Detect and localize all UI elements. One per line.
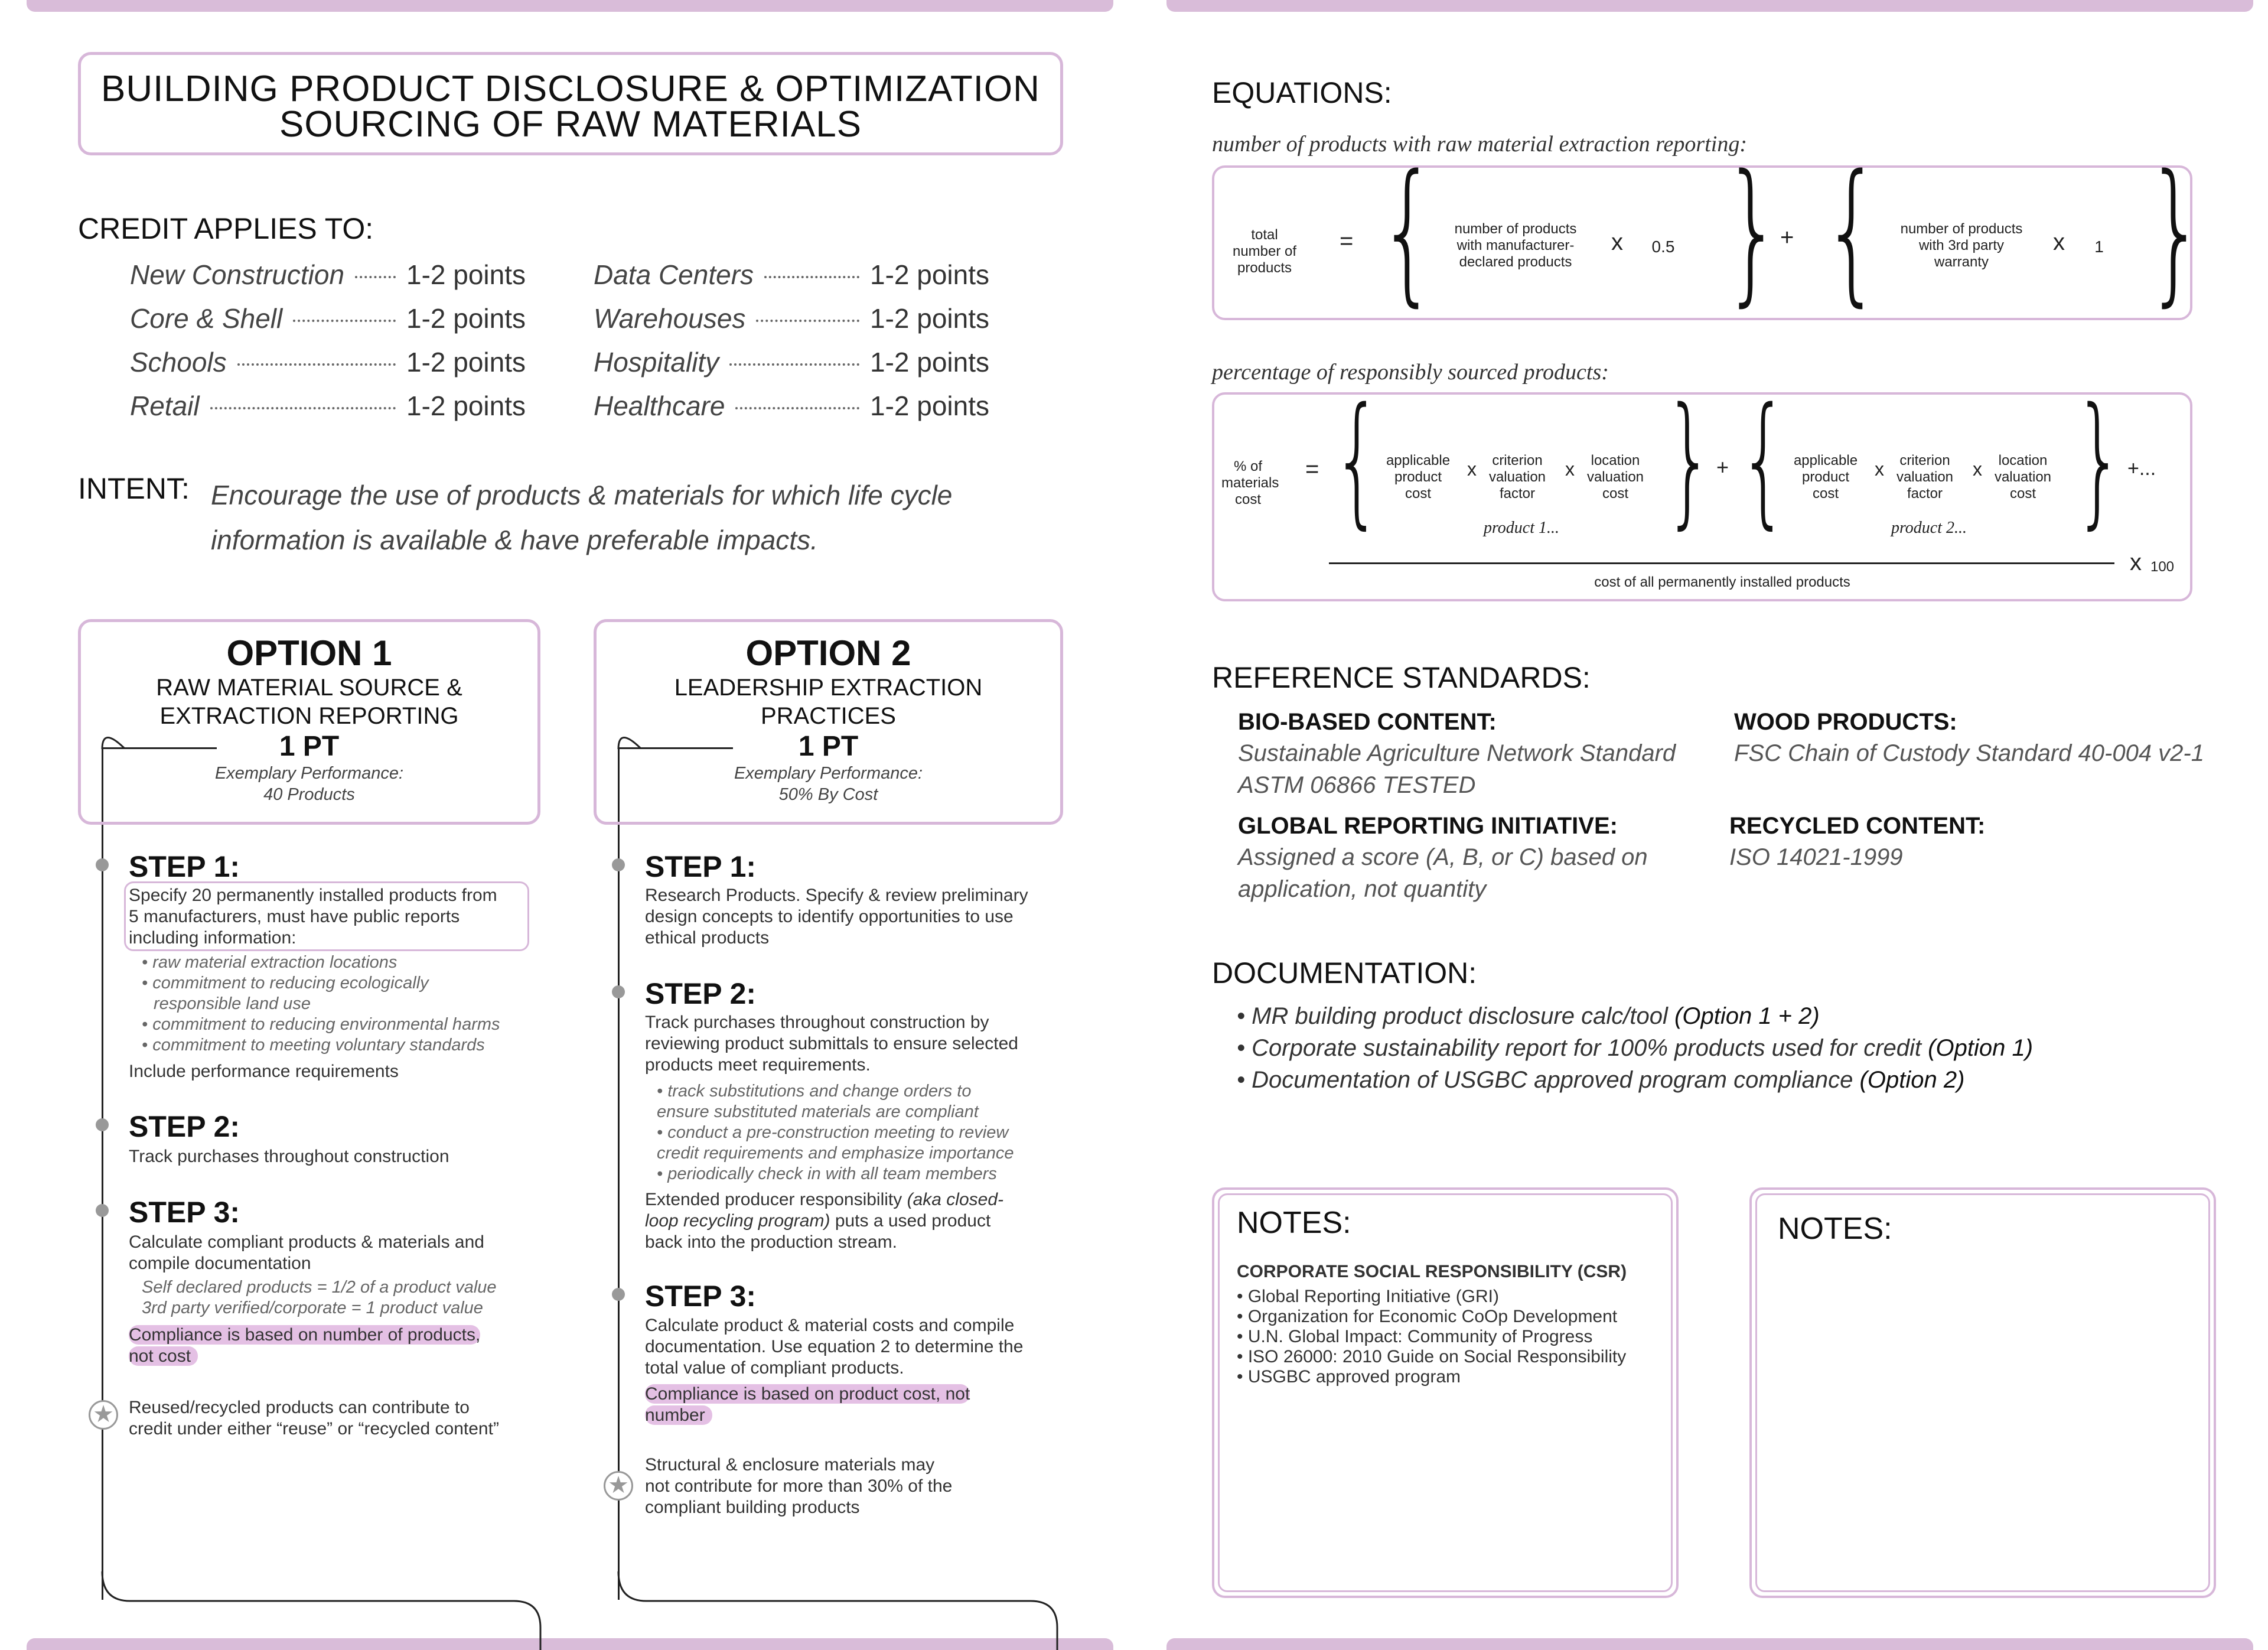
credit-row: Data Centers 1-2 points <box>594 259 989 290</box>
option1-step3-text: Calculate compliant products & materials and compile documentation <box>129 1232 484 1273</box>
wood-value: FSC Chain of Custody Standard 40-004 v2-1 <box>1734 740 2204 766</box>
brace-open: { <box>1739 377 1788 542</box>
brace-close: } <box>1723 142 1783 321</box>
credit-heading: CREDIT APPLIES TO: <box>78 212 374 245</box>
bio-value: Sustainable Agriculture Network Standard ASTM 06866 TESTED <box>1238 740 1676 798</box>
eq2-product1: product 1... <box>1483 519 1560 537</box>
notes2-heading: NOTES: <box>1778 1212 1892 1246</box>
eq2-c: location valuation cost <box>1994 453 2052 502</box>
page-title: BUILDING PRODUCT DISCLOSURE & OPTIMIZATION SOURCING OF RAW MATERIALS <box>101 69 1040 145</box>
option1-subtitle: RAW MATERIAL SOURCE & EXTRACTION REPORTING <box>156 675 462 729</box>
option2-exemplary: Exemplary Performance: 50% By Cost <box>734 764 923 804</box>
option2-step3-text: Calculate product & material costs and compile documentation. Use equation 2 to determine the total value of compliant products. <box>645 1316 1024 1378</box>
option1-box <box>78 619 540 825</box>
option2-step1-title: STEP 1: <box>645 850 757 883</box>
eq2-times100: 100 <box>2150 559 2175 575</box>
brace-close: } <box>1664 377 1714 542</box>
option2-note: Structural & enclosure materials may not contribute for more than 30% of the compliant building products <box>645 1455 953 1517</box>
option2-subtitle: LEADERSHIP EXTRACTION PRACTICES <box>674 675 983 729</box>
multiply-sign: x <box>1565 458 1575 480</box>
intent-text: Encourage the use of products & materials for which life cycle information is available & have preferable impacts. <box>211 480 953 555</box>
brace-open: { <box>1823 142 1882 321</box>
equation2-label: percentage of responsibly sourced products: <box>1212 360 1609 385</box>
recycled-heading: RECYCLED CONTENT: <box>1729 813 1986 839</box>
credit-row: Hospitality 1-2 points <box>594 347 989 377</box>
gri-value: Assigned a score (A, B, or C) based on application, not quantity <box>1238 844 1648 902</box>
option1-step1-after: Include performance requirements <box>129 1062 399 1081</box>
option2-step3-highlight: Compliance is based on product cost, not number <box>645 1384 970 1425</box>
equations-heading: EQUATIONS: <box>1212 76 1392 109</box>
plus-sign: + <box>1780 224 1794 250</box>
notes1-subheading: CORPORATE SOCIAL RESPONSIBILITY (CSR) <box>1237 1262 1627 1281</box>
timeline-connector <box>102 747 217 749</box>
eq2-denominator: cost of all permanently installed products <box>1594 574 1850 590</box>
option1-step1-title: STEP 1: <box>129 850 240 883</box>
documentation-item: • Documentation of USGBC approved program compliance (Option 2) <box>1237 1067 1965 1093</box>
wood-heading: WOOD PRODUCTS: <box>1734 709 1957 735</box>
credit-row: Schools 1-2 points <box>130 347 526 377</box>
eq2-c: location valuation cost <box>1586 453 1644 502</box>
documentation-heading: DOCUMENTATION: <box>1212 956 1477 990</box>
option1-step2-text: Track purchases throughout construction <box>129 1147 449 1166</box>
equation1-label: number of products with raw material extraction reporting: <box>1212 132 1747 157</box>
option2-step2-extended: Extended producer responsibility (aka closed- loop recycling program) puts a used product back into the production stream. <box>645 1190 1003 1252</box>
bio-heading: BIO-BASED CONTENT: <box>1238 709 1497 735</box>
option1-exemplary: Exemplary Performance: 40 Products <box>214 764 404 804</box>
multiply-sign: x <box>2053 229 2065 255</box>
equals-sign: = <box>1340 228 1354 254</box>
option1-step3-italic: Self declared products = 1/2 of a product value 3rd party verified/corporate = 1 product value <box>142 1278 497 1317</box>
reference-heading: REFERENCE STANDARDS: <box>1212 661 1591 694</box>
credit-row: Healthcare 1-2 points <box>594 390 989 421</box>
option2-step2-text: Track purchases throughout construction by reviewing product submittals to ensure selected products meet requirements. <box>645 1013 1018 1075</box>
credit-row: Retail 1-2 points <box>130 390 526 421</box>
option1-step1-bullets: • raw material extraction locations • commitment to reducing ecologically responsible land use • commitment to reducing environmental harms • commitment to meeting voluntary standards <box>142 953 500 1055</box>
equation2-box <box>1212 377 2192 601</box>
notes1-list: • Global Reporting Initiative (GRI) • Organization for Economic CoOp Development • U.N. Global Impact: Community of Progress • ISO 26000: 2010 Guide on Social Responsibility • USGBC approved program <box>1237 1287 1627 1387</box>
eq1-mult1: 0.5 <box>1651 237 1675 256</box>
credit-row: New Construction 1-2 points <box>130 259 526 290</box>
eq2-b: criterion valuation factor <box>1896 453 1954 502</box>
notes1-heading: NOTES: <box>1237 1206 1351 1240</box>
timeline-dot <box>96 1118 109 1131</box>
option2-points: 1 PT <box>798 731 859 762</box>
eq1-lhs: total number of products <box>1232 227 1297 276</box>
intent-label: INTENT: <box>78 472 190 505</box>
top-bar-right <box>1166 0 2253 12</box>
eq2-lhs: % of materials cost <box>1221 458 1279 507</box>
documentation-item: • MR building product disclosure calc/tool (Option 1 + 2) <box>1237 1003 1820 1029</box>
eq1-term2: number of products with 3rd party warranty <box>1900 221 2023 270</box>
brace-open: { <box>1332 377 1382 542</box>
credit-row: Core & Shell 1-2 points <box>130 303 526 334</box>
notes-box-2-inner <box>1755 1193 2210 1592</box>
recycled-value: ISO 14021-1999 <box>1729 844 1903 870</box>
option1-step3-highlight: Compliance is based on number of products, not cost <box>129 1325 481 1366</box>
star-icon: ★ <box>89 1400 118 1430</box>
eq1-term1: number of products with manufacturer-declared products <box>1454 221 1577 270</box>
option2-step2-bullets: • track substitutions and change orders to ensure substituted materials are compliant • conduct a pre-construction meeting to review credit requirements and emphasize importance • periodically check in with all team members <box>657 1082 1014 1183</box>
eq2-b: criterion valuation factor <box>1488 453 1546 502</box>
brace-close: } <box>2146 142 2205 321</box>
option1-title: OPTION 1 <box>226 633 392 673</box>
timeline-dot <box>612 858 625 871</box>
option1-step1-text: Specify 20 permanently installed products from 5 manufacturers, must have public reports including information: <box>129 886 497 948</box>
multiply-sign: x <box>1467 458 1477 480</box>
timeline-dot <box>612 1288 625 1301</box>
credit-row: Warehouses 1-2 points <box>594 303 989 334</box>
timeline-dot <box>96 1204 109 1217</box>
notes-box-1-inner <box>1218 1193 1673 1592</box>
equals-sign: = <box>1305 456 1319 482</box>
bottom-bar-right <box>1166 1638 2253 1650</box>
option2-title: OPTION 2 <box>745 633 911 673</box>
gri-heading: GLOBAL REPORTING INITIATIVE: <box>1238 813 1618 839</box>
option2-step3-title: STEP 3: <box>645 1280 757 1313</box>
option1-points: 1 PT <box>279 731 340 762</box>
brace-close: } <box>2074 377 2124 542</box>
option1-step3-title: STEP 3: <box>129 1196 240 1229</box>
plus-more: +... <box>2127 457 2156 480</box>
timeline-dot <box>612 985 625 998</box>
eq2-a: applicable product cost <box>1386 453 1451 502</box>
documentation-item: • Corporate sustainability report for 100% products used for credit (Option 1) <box>1237 1035 2034 1061</box>
eq2-product2: product 2... <box>1891 519 1967 537</box>
multiply-sign: x <box>1611 229 1623 255</box>
option2-step1-text: Research Products. Specify & review preliminary design concepts to identify opportunities to use ethical products <box>645 886 1028 948</box>
option2-box <box>594 619 1063 825</box>
timeline-dot <box>96 858 109 871</box>
multiply-sign: x <box>2130 549 2142 575</box>
multiply-sign: x <box>1973 458 1982 480</box>
brace-open: { <box>1379 142 1438 321</box>
star-icon: ★ <box>604 1471 633 1501</box>
option1-note: Reused/recycled products can contribute to credit under either “reuse” or “recycled content” <box>129 1398 499 1439</box>
option1-step2-title: STEP 2: <box>129 1110 240 1143</box>
multiply-sign: x <box>1875 458 1884 480</box>
eq2-a: applicable product cost <box>1793 453 1858 502</box>
eq1-mult2: 1 <box>2094 237 2104 256</box>
option2-step2-title: STEP 2: <box>645 977 757 1010</box>
plus-sign: + <box>1716 455 1729 479</box>
fraction-line <box>1329 562 2114 564</box>
